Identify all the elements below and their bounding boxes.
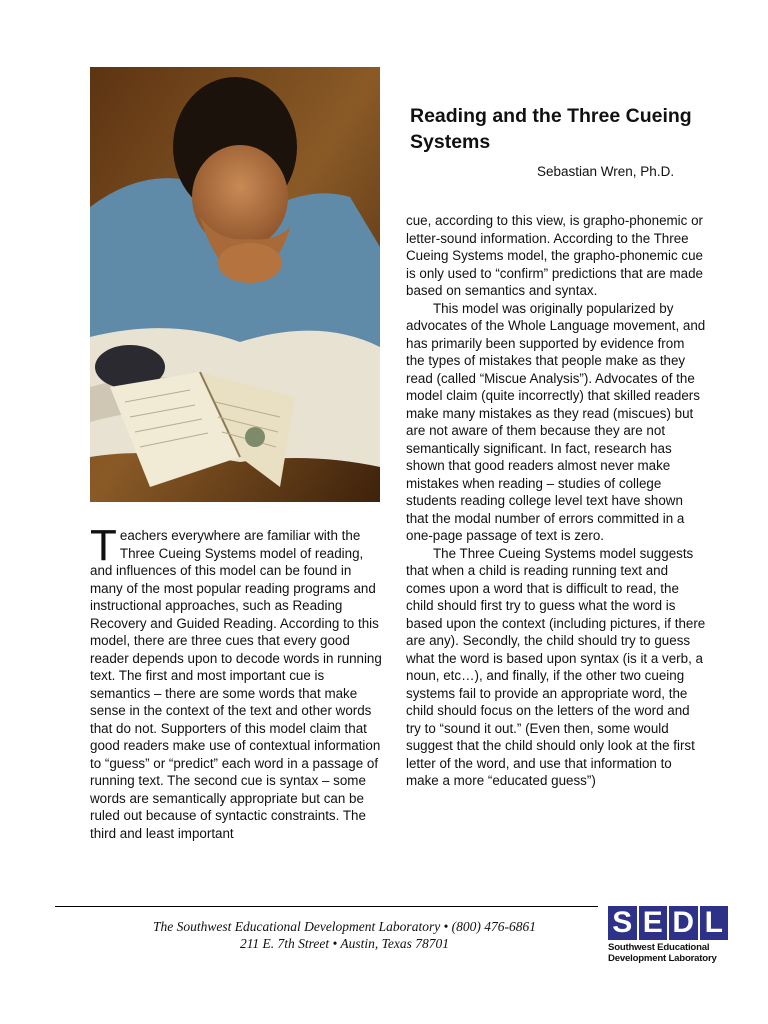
article-title: Reading and the Three Cueing Systems [410,105,692,153]
body-column-left [90,521,386,842]
logo-caption-line: Southwest Educational [608,942,710,953]
article-author: Sebastian Wren, Ph.D. [537,164,675,179]
body-column-right [406,212,706,790]
photo-illustration [90,67,380,502]
body-paragraph [90,521,386,842]
body-paragraph: cue, according to this view, is grapho-phonemic or letter-sound information. According to the Three Cueing Systems model, the grapho-phonemic cue is only used to “confirm” predictions that are made based on semantics and syntax. [406,213,703,298]
footer-divider [55,906,598,907]
footer-line-address: 211 E. 7th Street • Austin, Texas 78701 [239,936,450,951]
boy-reading-photo [90,67,380,502]
logo-letter: D [669,906,698,940]
logo-caption [608,942,730,964]
logo-letter: L [700,906,729,940]
logo-letter: S [608,906,637,940]
drop-cap: T [90,521,117,570]
body-paragraph: The Three Cueing Systems model suggests that when a child is reading running text and comes upon a word that is difficult to read, the child should first try to guess what the word is based upon the context (including pictures, if there are any). Secondly, the child should try to guess what the word is based upon syntax (is it a verb, a noun, etc…), and finally, if the other two cueing systems fail to provide an appropriate word, the child should focus on the letters of the word and try to “sound it out.” (Even then, some would suggest that the child should only look at the first letter of the word, and use that information to make a more “educated guess”) [406,545,706,788]
footer-address [92,918,597,952]
logo-letter: E [639,906,668,940]
logo-caption-line: Development Laboratory [608,953,717,964]
body-paragraph: This model was originally popularized by advocates of the Whole Language movement, and has primarily been supported by evidence from the types of mistakes that people make as they read (called “Miscue Analysis”). Advocates of the model claim (quite incorrectly) that skilled readers make many mistakes as they read (miscues) but are not aware of them because they are not semantically significant. In fact, research has shown that good readers almost never make mistakes when reading – studies of college students reading college level text have shown that the modal number of errors committed in a one-page passage of text is zero. [406,300,706,543]
footer-line-organization: The Southwest Educational Development Laboratory • (800) 476-6861 [152,919,537,934]
logo-letters [608,906,730,940]
sedl-logo [608,906,730,968]
paragraph-text: eachers everywhere are familiar with the Three Cueing Systems model of reading, and influences of this model can be found in many of the most popular reading programs and instructional approaches, such as Reading Recovery and Guided Reading. According to this model, there are three cues that every good reader depends upon to decode words in running text. The first and most important cue is semantics – there are some words that make sense in the context of the text and other words that do not. Supporters of this model claim that good readers make use of contextual information to “guess” or “predict” each word in a passage of running text. The second cue is syntax – some words are semantically appropriate but can be ruled out because of syntactic constraints. The third and least important [90,528,382,841]
